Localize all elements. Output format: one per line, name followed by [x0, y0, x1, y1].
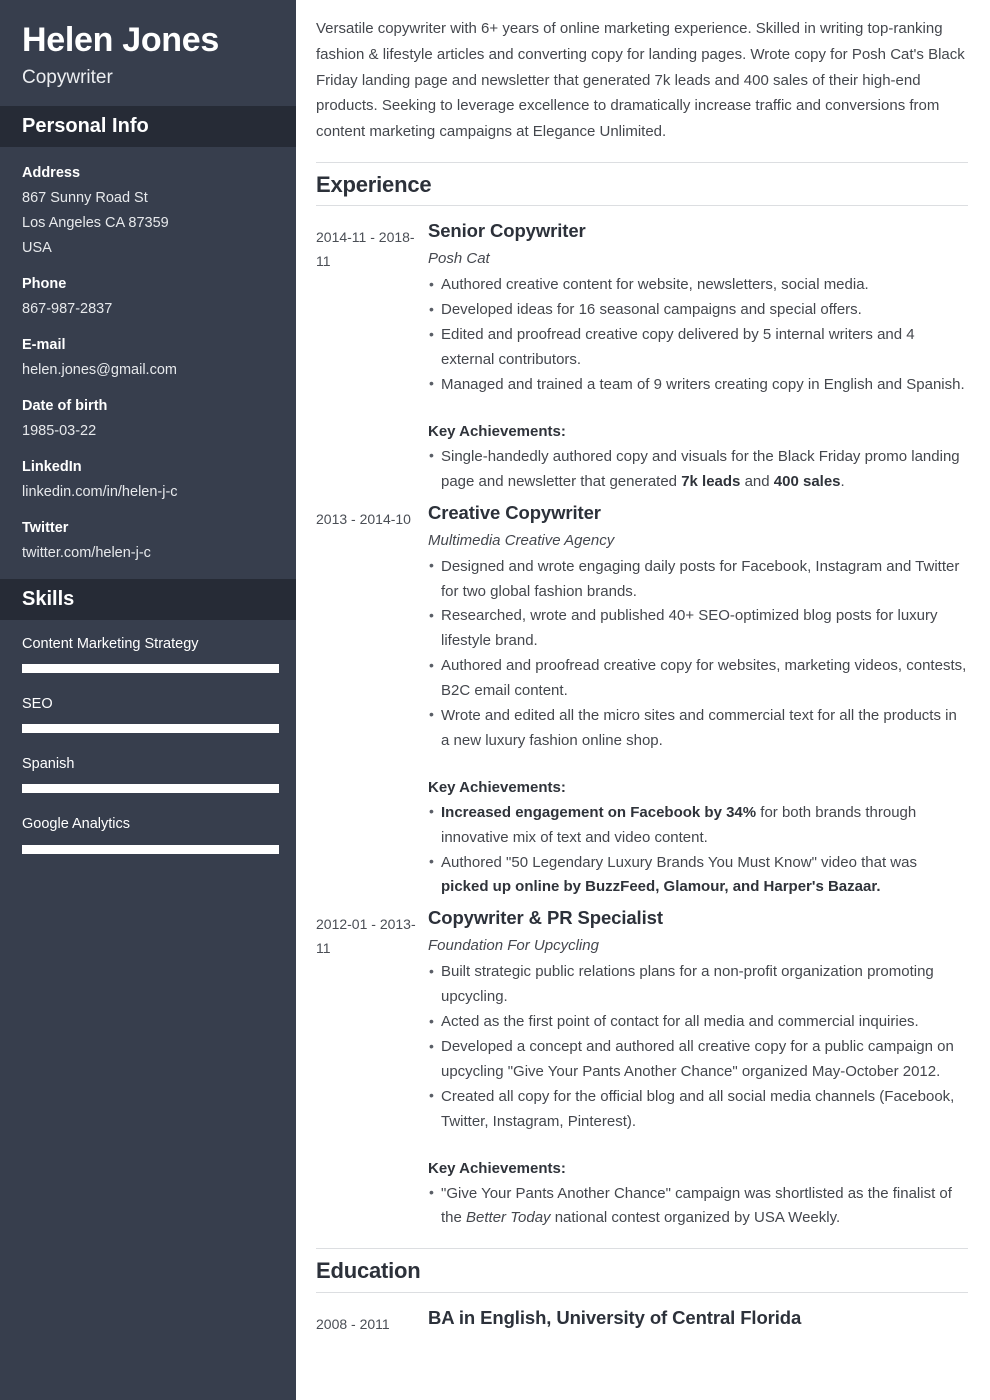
entry-duty-list: [428, 273, 968, 397]
skills-list: [0, 620, 296, 854]
key-achievements-title: Key Achievements:: [428, 778, 566, 796]
education-entries: [316, 1306, 968, 1336]
info-group: [22, 274, 274, 322]
professional-summary: Versatile copywriter with 6+ years of online marketing experience. Skilled in writing top-ranking fashion & lifestyle articles and converting copy for landing pages. Wrote copy for Posh Cat's Black Friday landing page and newsletter that generated 7k leads and 400 sales of their high-end products. Seeking to leverage excellence to dramatically increase traffic and conversions from content marketing campaigns at Elegance Unlimited.: [316, 20, 965, 141]
entry-duty-item: • Acted as the first point of contact for all media and commercial inquiries.: [428, 1010, 968, 1035]
key-achievements-list: [428, 1182, 968, 1232]
experience-entries: [316, 219, 968, 1231]
key-achievements-title: Key Achievements:: [428, 1159, 566, 1177]
entry-duty-list: [428, 555, 968, 754]
info-group: [22, 396, 274, 444]
experience-entry: [316, 906, 968, 1231]
entry-job-title: Senior Copywriter: [428, 220, 586, 242]
info-group: [22, 457, 274, 505]
candidate-name: Helen Jones: [22, 21, 219, 59]
info-group: [22, 163, 274, 261]
personal-info-heading: Personal Info: [22, 114, 149, 137]
key-achievements-title: Key Achievements:: [428, 422, 566, 440]
skill-item: [22, 694, 274, 733]
entry-dates: 2008 - 2011: [316, 1315, 390, 1332]
entry-organization: Posh Cat: [428, 250, 490, 268]
info-label: LinkedIn: [22, 458, 82, 475]
skills-heading: Skills: [22, 587, 75, 610]
education-heading: Education: [316, 1258, 421, 1284]
sidebar: [0, 0, 296, 1400]
skill-level-bar: [22, 784, 279, 793]
key-achievement-item: • Single-handedly authored copy and visuals for the Black Friday promo landing page and newsletter that generated 7k leads and 400 sales.: [428, 445, 968, 495]
entry-duty-item: • Researched, wrote and published 40+ SEO-optimized blog posts for luxury lifestyle brand.: [428, 604, 968, 654]
entry-body: [428, 1306, 968, 1330]
education-section: [316, 1248, 968, 1335]
info-group: [22, 518, 274, 566]
experience-heading: Experience: [316, 171, 432, 197]
entry-job-title: Copywriter & PR Specialist: [428, 907, 663, 929]
skill-level-fill: [22, 784, 279, 793]
entry-dates: 2012-01 - 2013-11: [316, 916, 416, 957]
skill-item: [22, 634, 274, 673]
education-degree-title: BA in English, University of Central Florida: [428, 1306, 802, 1328]
experience-section-header: [316, 162, 968, 206]
entry-organization: Foundation For Upcycling: [428, 937, 599, 955]
entry-organization: Multimedia Creative Agency: [428, 531, 615, 549]
education-section-header: [316, 1248, 968, 1292]
skill-name: Content Marketing Strategy: [22, 635, 199, 652]
entry-duty-item: • Designed and wrote engaging daily posts for Facebook, Instagram and Twitter for two global fashion brands.: [428, 555, 968, 605]
entry-duty-item: • Authored creative content for website, newsletters, social media.: [428, 273, 968, 298]
sidebar-header: [0, 0, 296, 106]
info-label: Phone: [22, 275, 67, 292]
info-label: Twitter: [22, 519, 69, 536]
experience-section: [316, 162, 968, 1231]
skill-item: [22, 814, 274, 853]
skill-level-bar: [22, 724, 279, 733]
skill-name: SEO: [22, 695, 53, 712]
skill-name: Spanish: [22, 756, 75, 773]
entry-dates: 2013 - 2014-10: [316, 510, 411, 527]
key-achievements-list: [428, 445, 968, 495]
entry-dates: 2014-11 - 2018-11: [316, 229, 415, 270]
personal-info-list: [0, 147, 296, 566]
education-entry: [316, 1306, 968, 1336]
candidate-role: Copywriter: [22, 67, 113, 89]
info-label: Date of birth: [22, 397, 108, 414]
skills-header: [0, 579, 296, 620]
skill-level-bar: [22, 845, 279, 854]
entry-body: [428, 501, 968, 901]
key-achievement-item: • Authored "50 Legendary Luxury Brands You Must Know" video that was picked up online by BuzzFeed, Glamour, and Harper's Bazaar.: [428, 851, 968, 901]
entry-body: [428, 906, 968, 1231]
info-value: helen.jones@gmail.com: [22, 361, 177, 378]
entry-duty-item: • Built strategic public relations plans for a non-profit organization promoting upcycling.: [428, 960, 968, 1010]
entry-body: [428, 219, 968, 494]
info-value: 1985-03-22: [22, 422, 97, 439]
entry-duty-item: • Edited and proofread creative copy delivered by 5 internal writers and 4 external contributors.: [428, 323, 968, 373]
info-value: linkedin.com/in/helen-j-c: [22, 483, 178, 500]
skill-level-bar: [22, 664, 279, 673]
skill-level-fill: [22, 724, 279, 733]
skill-level-fill: [22, 664, 279, 673]
info-label: E-mail: [22, 336, 66, 353]
info-value: Los Angeles CA 87359: [22, 214, 169, 231]
key-achievements-list: [428, 801, 968, 901]
key-achievement-item: • "Give Your Pants Another Chance" campaign was shortlisted as the finalist of the Better Today national contest organized by USA Weekly.: [428, 1182, 968, 1232]
personal-info-header: [0, 106, 296, 147]
entry-duty-item: • Managed and trained a team of 9 writers creating copy in English and Spanish.: [428, 373, 968, 398]
entry-job-title: Creative Copywriter: [428, 501, 601, 523]
info-group: [22, 335, 274, 383]
entry-duty-item: • Wrote and edited all the micro sites and commercial text for all the products in a new luxury fashion online shop.: [428, 704, 968, 754]
skill-name: Google Analytics: [22, 816, 131, 833]
experience-entry: [316, 501, 968, 901]
entry-duty-item: • Developed a concept and authored all creative copy for a public campaign on upcycling "Give Your Pants Another Chance" organized May-October 2012.: [428, 1035, 968, 1085]
info-label: Address: [22, 164, 81, 181]
info-value: 867-987-2837: [22, 300, 113, 317]
entry-duty-item: • Created all copy for the official blog and all social media channels (Facebook, Twitter, Instagram, Pinterest).: [428, 1085, 968, 1135]
info-value: USA: [22, 239, 52, 256]
info-value: 867 Sunny Road St: [22, 189, 148, 206]
skill-level-fill: [22, 845, 279, 854]
experience-entry: [316, 219, 968, 494]
entry-duty-list: [428, 960, 968, 1134]
entry-duty-item: • Developed ideas for 16 seasonal campaigns and special offers.: [428, 298, 968, 323]
main-content: [296, 0, 990, 1400]
key-achievement-item: • Increased engagement on Facebook by 34% for both brands through innovative mix of text and video content.: [428, 801, 968, 851]
info-value: twitter.com/helen-j-c: [22, 544, 151, 561]
skill-item: [22, 754, 274, 793]
entry-duty-item: • Authored and proofread creative copy for websites, marketing videos, contests, B2C email content.: [428, 654, 968, 704]
